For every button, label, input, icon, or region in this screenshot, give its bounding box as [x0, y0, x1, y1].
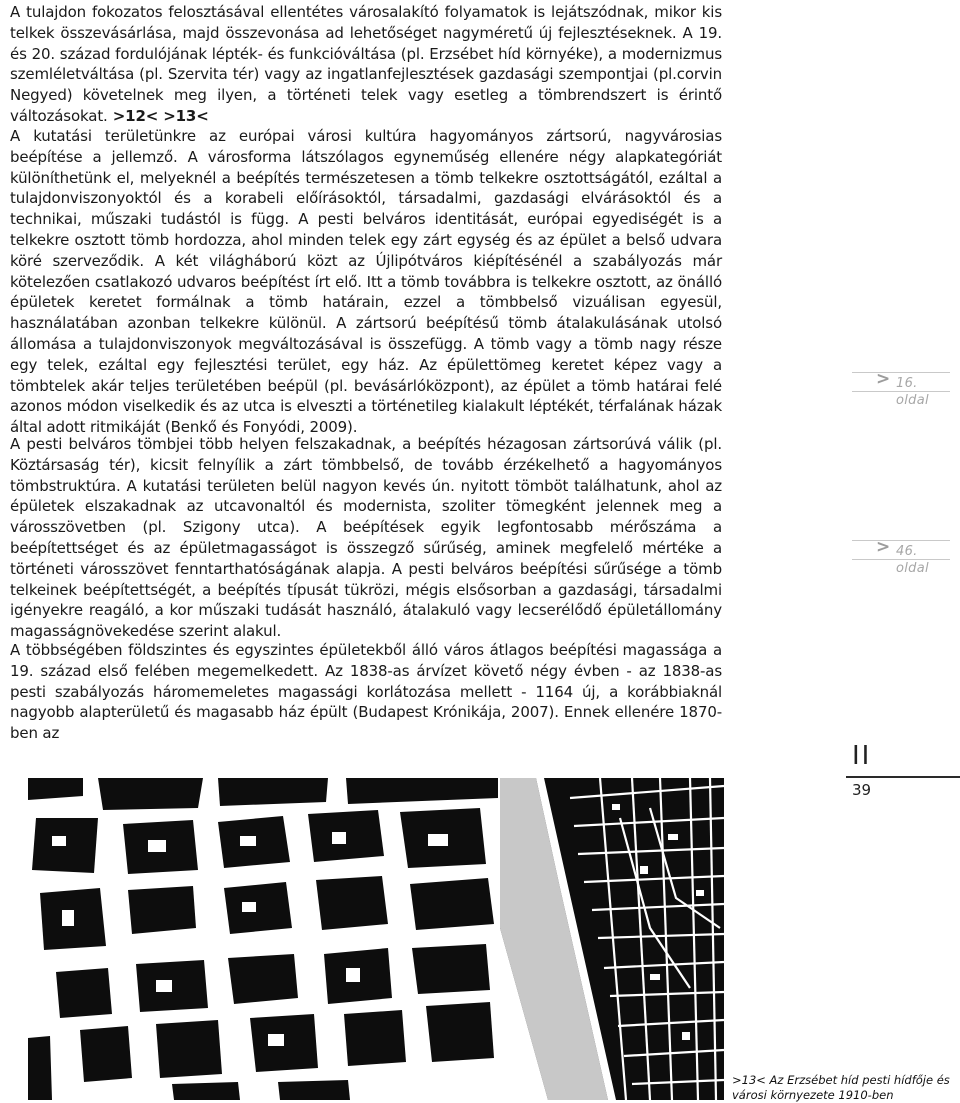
paragraph-building-height: A többségében földszintes és egyszintes épületekből álló város átlagos beépítési magassága a 19. század első felében megemelkedett. Az 1838-as árvízet követő négy évben - az 1838-as pesti szabályozás háromemeletes magassági korlátozása mellett - 1164 új, a korábbiaknál nagyobb alapterületű és magasabb ház épült (Budapest Krónikája, 2007). Ennek ellenére 1870-ben az — [10, 641, 722, 743]
chapter-mark: II — [852, 741, 872, 771]
figure-reference: >12< >13< — [107, 106, 209, 125]
figure-ground-map-1910 — [500, 778, 724, 1100]
arrow-icon: > — [876, 537, 891, 557]
figure-ground-map-modern — [28, 778, 498, 1100]
page-number-rule — [846, 776, 960, 778]
figure-caption: >13< Az Erzsébet híd pesti hídfője és városi környezete 1910-ben — [732, 1073, 950, 1102]
page-number: 39 — [852, 781, 872, 799]
page-reference-label: 46. oldal — [896, 544, 929, 576]
paragraph-text: A tulajdon fokozatos felosztásával ellentétes városalakító folyamatok is lejátszódnak, mikor kis telkek összevásárlása, majd összevonása ad lehetőséget nagyméretű új fejlesztéseknek. A 19. és 20. század fordulójának lépték- és funkcióváltása (pl. Erzsébet híd környéke), a modernizmus szemléletváltása (pl. Szervita tér) vagy az ingatlanfejlesztések gazdasági szempontjai (pl.corvin Negyed) követelnek meg ilyen, a történeti telek vagy esetleg a tömbrendszert is érintő változásokat. — [10, 3, 722, 125]
arrow-icon: > — [876, 369, 891, 389]
page-reference-46[interactable] — [852, 537, 950, 576]
page-reference-16[interactable] — [852, 369, 950, 408]
paragraph-open-blocks: A pesti belváros tömbjei több helyen felszakadnak, a beépítés hézagosan zártsorúvá válik (pl. Köztársaság tér), kicsit felnyílik a zárt tömbbelső, de tovább érzékelhető a hagyományos tömbstruktúra. A kutatási területen belül nagyon kevés ún. nyitott tömböt találhatunk, ahol az épületek elszakadnak az utcavonaltól és modernista, szoliter tömegként jelennek meg a városszövetben (pl. Szigony utca). A beépítések egyik legfontosabb mérőszáma a beépítettséget és az épületmagasságot is összegző sűrűség, aminek megfelelő mértéke a történeti városszövet fenntarthatóságának alapja. A pesti belváros beépítési sűrűsége a tömb telkeinek beépítettségét, a beépítés típusát tükrözi, mégis elsősorban a gazdasági, társadalmi igényekre reagáló, a kor műszaki tudását használó, átalakuló vagy lecserélődő épületállomány magasságnövekedése szerint alakul. — [10, 435, 722, 641]
paragraph-block-typology: A kutatási területünkre az európai városi kultúra hagyományos zártsorú, nagyvárosias beépítése a jellemző. A városforma látszólagos egyneműség ellenére négy alapkategóriát különíthetünk el, melyeknél a beépítés természetesen a tömb telkekre osztottságától, ezáltal a tulajdonviszonyoktól és a korabeli előírásoktól, társadalmi, gazdasági elvárásoktól és a technikai, műszaki tudástól is függ. A pesti belváros identitását, európai egyediségét is a telkekre osztott tömb hordozza, ahol minden telek egy zárt egység és az épület a belső udvara köré szerveződik. A két világháború közt az Újlipótváros kiépítésénél a szabályozás már kötelezően csatlakozó udvaros beépítést írt elő. Itt a tömb továbbra is telkekre osztott, az önálló épületek keretet formálnak a tömb határain, ezzel a tömbbelső vizuálisan egyesül, használatában azonban telkekre különül. A zártsorú beépítésű tömb átalakulásának utolsó állomása a tulajdonviszonyok megváltozásával is összefügg. A tömb vagy a tömb nagy része egy telek, ezáltal egy fejlesztési terület, egy ház. Az épülettömeg keretet képez vagy a tömbtelek akár teljes területében beépül (pl. bevásárlóközpont), az épület a tömb határai felé azonos módon viselkedik és az utca is elveszti a történetileg kialakult léptékét, térfalának házak által adott ritmikáját (Benkő és Fonyódi, 2009). — [10, 127, 722, 437]
paragraph-plot-consolidation — [10, 2, 722, 127]
page-reference-label: 16. oldal — [896, 376, 929, 408]
